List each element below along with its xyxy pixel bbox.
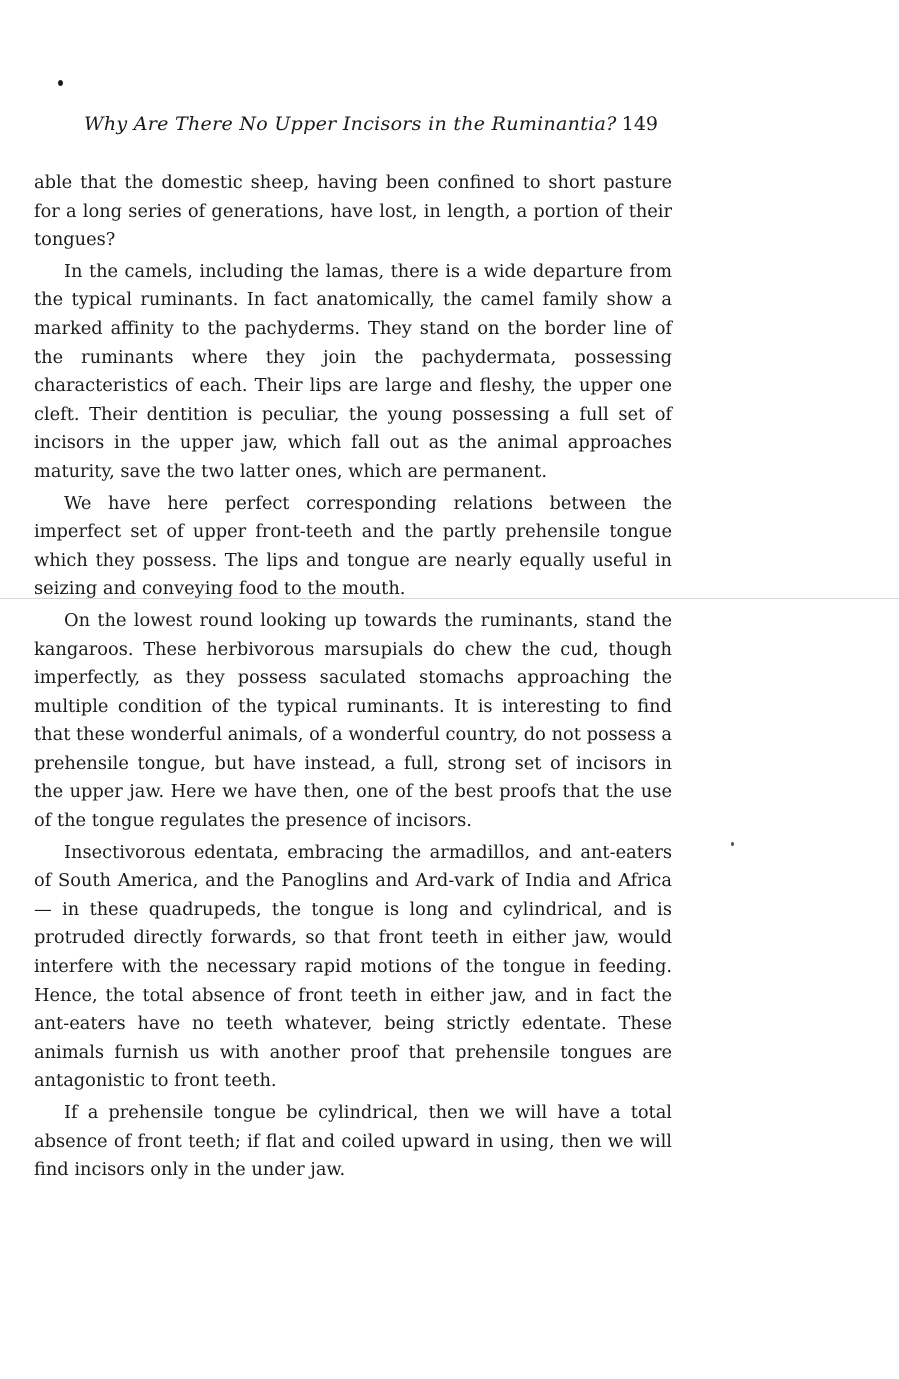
paragraph-2: In the camels, including the lamas, there is a wide departure from the typical ruminants. In fact anatomically, the camel family show a marked affinity to the pachyderms. They stand on the border line of the ruminants where they join the pachydermata, possessing characteristics of each. Their lips are large and fleshy, the upper one cleft. Their dentition is peculiar, the young possessing a full set of incisors in the upper jaw, which fall out as the animal approaches maturity, save the two latter ones, which are permanent.	[34, 260, 672, 482]
body-text	[34, 169, 672, 1188]
paragraph-4: On the lowest round looking up towards the ruminants, stand the kangaroos. These herbivorous marsupials do chew the cud, though imperfectly, as they possess saculated stomachs approaching the multiple condition of the typical ruminants. It is interesting to find that these wonderful animals, of a wonderful country, do not possess a prehensile tongue, but have instead, a full, strong set of incisors in the upper jaw. Here we have then, one of the best proofs that the use of the tongue regulates the presence of incisors.	[34, 609, 672, 832]
ink-speck-mark-right	[731, 842, 734, 846]
page-number: 149	[621, 113, 658, 135]
paragraph-6: If a prehensile tongue be cylindrical, then we will have a total absence of front teeth; if flat and coiled upward in using, then we will find incisors only in the under jaw.	[34, 1102, 672, 1181]
ink-speck-mark	[58, 80, 63, 86]
paragraph-3: We have here perfect corresponding relations between the imperfect set of upper front-teeth and the partly prehensile tongue which they possess. The lips and tongue are nearly equally useful in seizing and conveying food to the mouth.	[34, 492, 672, 600]
paragraph-5: Insectivorous edentata, embracing the armadillos, and ant-eaters of South America, and the Panoglins and Ard-vark of India and Africa — in these quadrupeds, the tongue is long and cylindrical, and is protruded directly forwards, so that front teeth in either jaw, would interfere with the necessary rapid motions of the tongue in feeding. Hence, the total absence of front teeth in either jaw, and in fact the ant-eaters have no teeth whatever, being strictly edentate. These animals furnish us with another proof that prehensile tongues are antagonistic to front teeth.	[34, 841, 672, 1092]
running-title: Why Are There No Upper Incisors in the Ruminantia?	[84, 113, 617, 135]
paragraph-1: able that the domestic sheep, having been confined to short pasture for a long series of generations, have lost, in length, a portion of their tongues?	[34, 172, 672, 251]
page-header	[84, 113, 684, 143]
